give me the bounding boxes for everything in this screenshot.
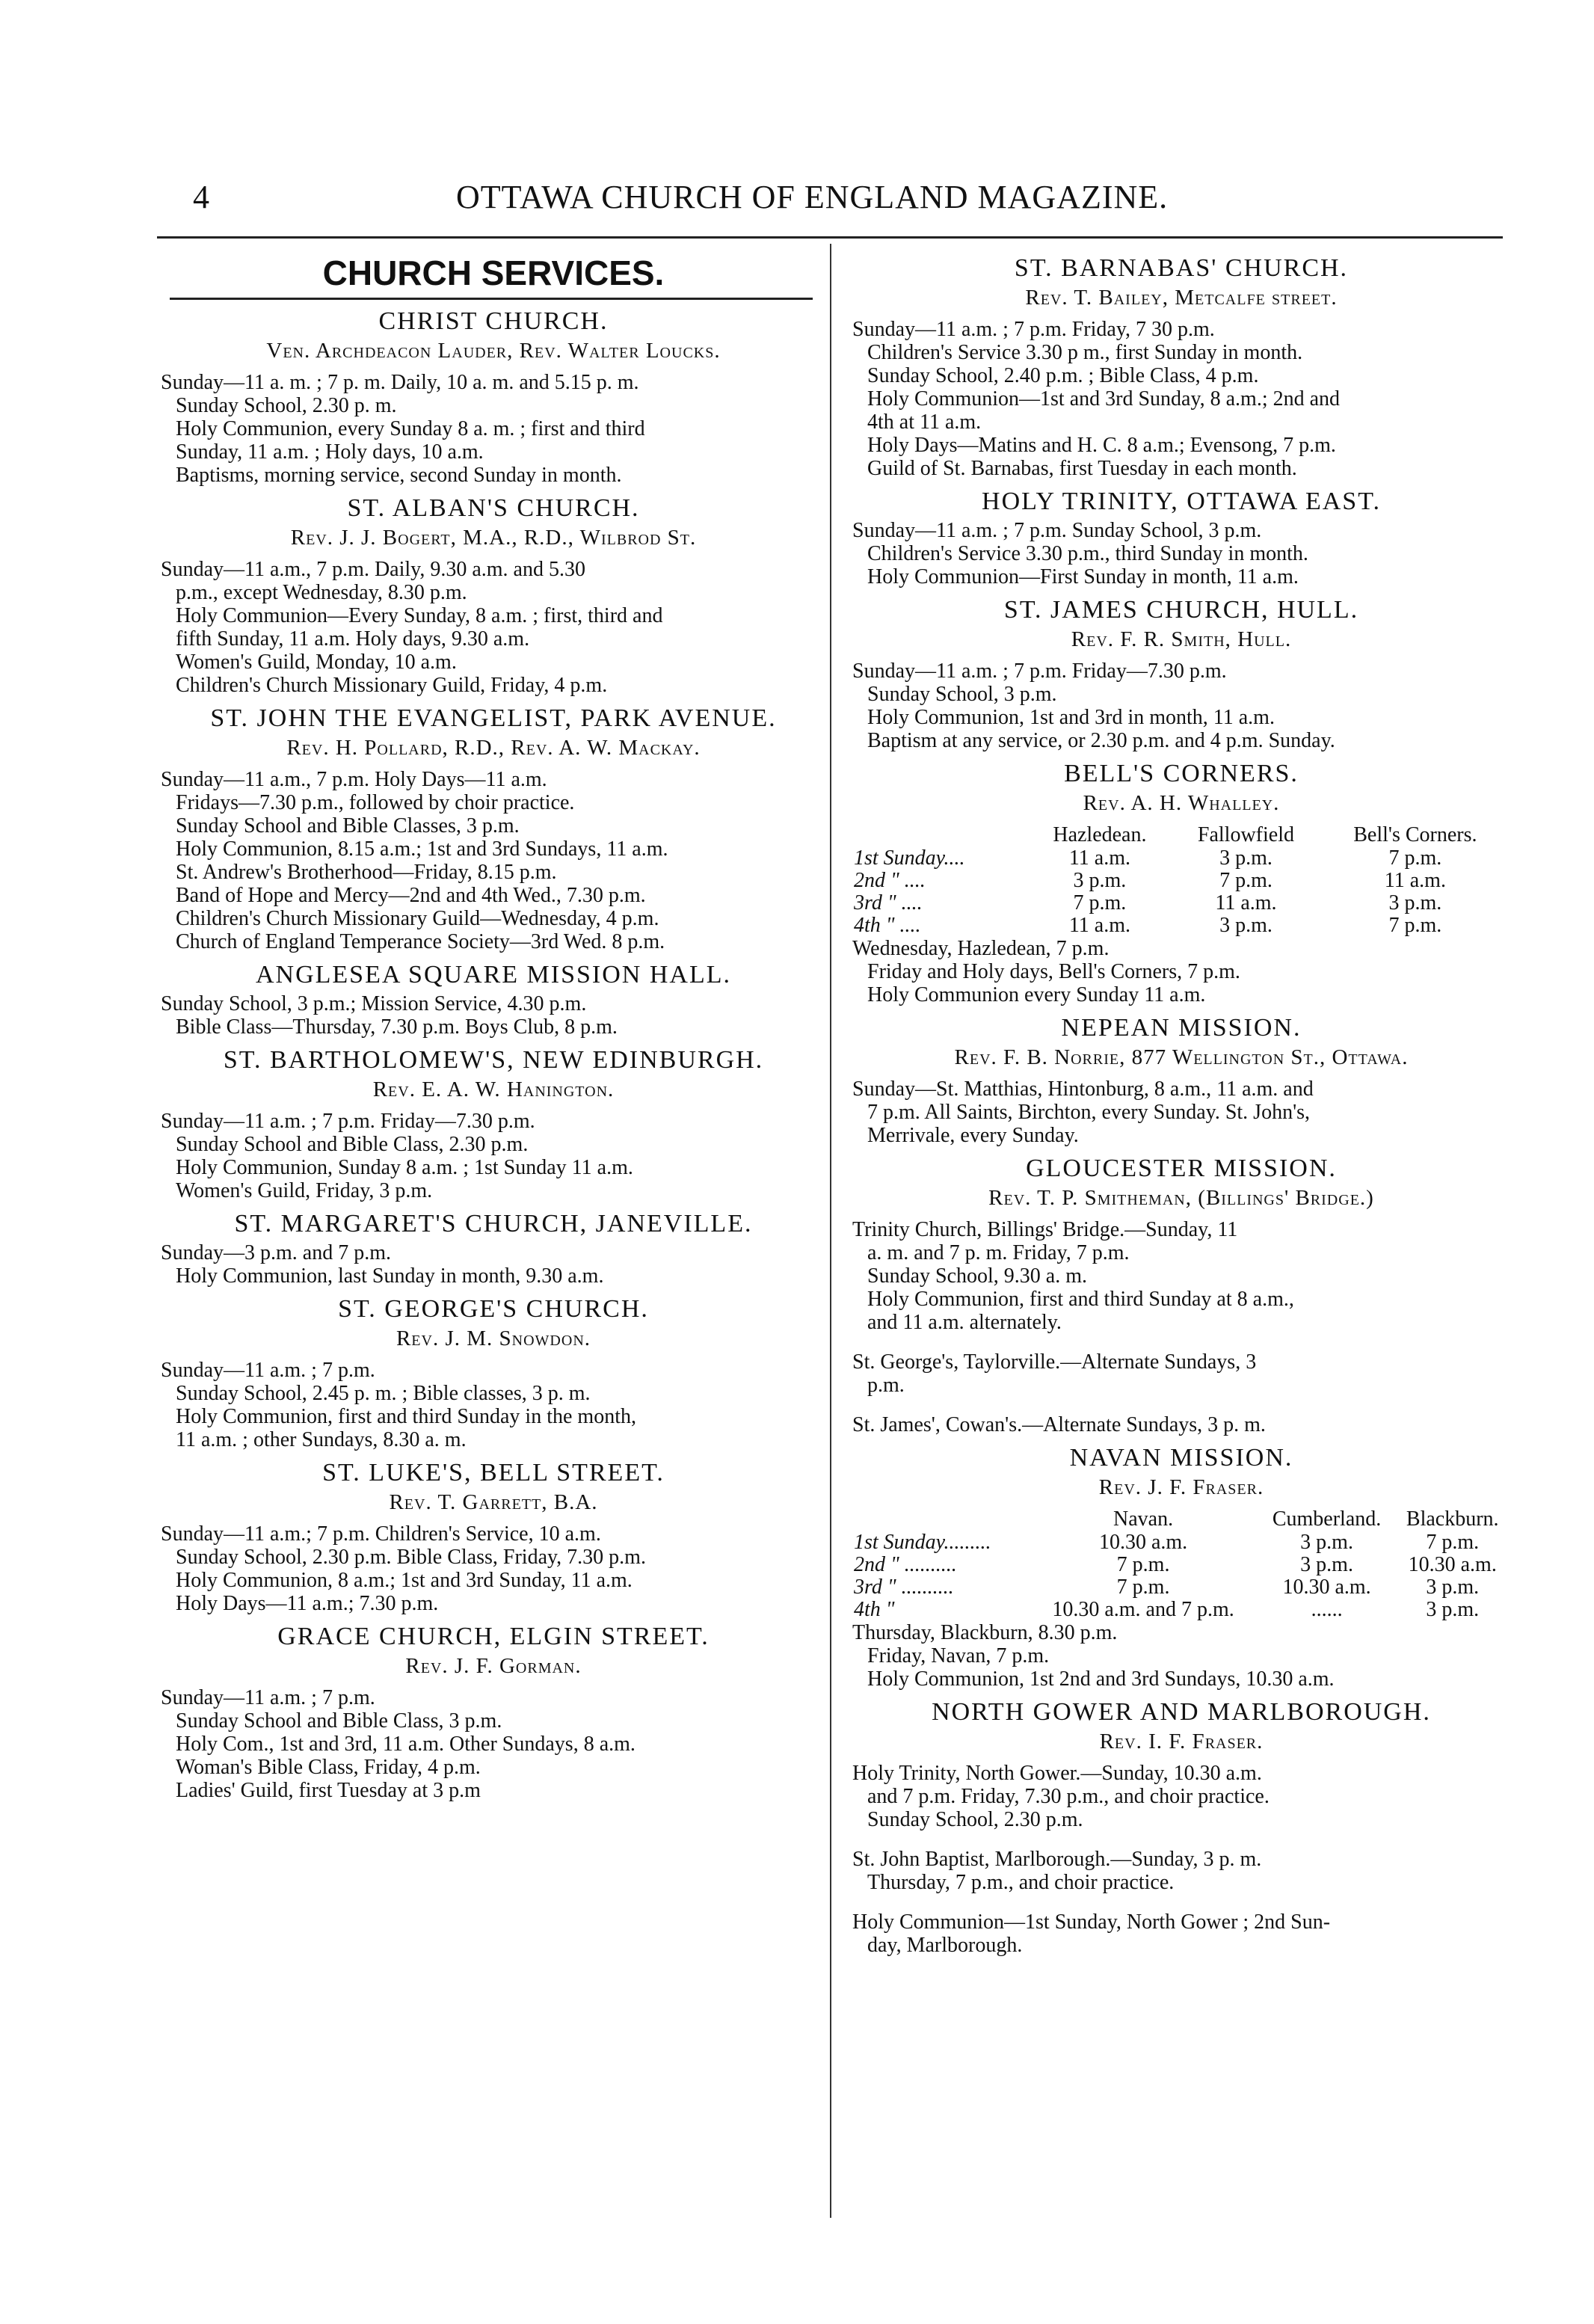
text-line: 7 p.m. All Saints, Birchton, every Sunday. St. John's, (867, 1101, 1311, 1124)
section-title: GRACE CHURCH, ELGIN STREET. (277, 1623, 710, 1650)
section-clergy: Rev. H. Pollard, R.D., Rev. A. W. Mackay. (286, 736, 701, 760)
text-line: Sunday School and Bible Class, 3 p.m. (176, 1709, 502, 1733)
table-cell: 3 p.m. (1073, 869, 1127, 892)
text-line: St. George's, Taylorville.—Alternate Sundays, 3 (852, 1350, 1257, 1374)
text-line: fifth Sunday, 11 a.m. Holy days, 9.30 a.m. (176, 627, 530, 651)
table-cell: 10.30 a.m. (1282, 1576, 1371, 1599)
table-cell: 3 p.m. (1219, 914, 1273, 937)
text-line: and 7 p.m. Friday, 7.30 p.m., and choir practice. (867, 1785, 1270, 1808)
table-cell: 7 p.m. (1116, 1553, 1170, 1576)
column-header: Hazledean. (1053, 823, 1147, 846)
section-title: NEPEAN MISSION. (1061, 1014, 1302, 1042)
table-cell: 4th " (854, 1598, 895, 1621)
table-row (852, 1576, 1510, 1599)
text-line: Sunday School, 3 p.m.; Mission Service, 4.30 p.m. (161, 992, 587, 1015)
section-lines (852, 1848, 1510, 1894)
text-line: Children's Church Missionary Guild—Wednesday, 4 p.m. (176, 907, 659, 930)
text-line: Sunday School, 2.30 p. m. (176, 394, 397, 417)
section-title: CHRIST CHURCH. (378, 307, 609, 335)
church-section (161, 1046, 826, 1202)
section-lines (852, 1762, 1510, 1831)
text-line: Holy Communion—Every Sunday, 8 a.m. ; first, third and (176, 604, 663, 627)
text-line: a. m. and 7 p. m. Friday, 7 p.m. (867, 1241, 1130, 1264)
table-row (852, 1599, 1510, 1621)
text-line: Baptism at any service, or 2.30 p.m. and 4 p.m. Sunday. (867, 729, 1335, 752)
magazine-title: OTTAWA CHURCH OF ENGLAND MAGAZINE. (456, 179, 1169, 215)
text-line: Band of Hope and Mercy—2nd and 4th Wed., 7.30 p.m. (176, 884, 646, 907)
section-lines (852, 1218, 1510, 1334)
text-line: Trinity Church, Billings' Bridge.—Sunday, 11 (852, 1218, 1238, 1241)
text-line: Holy Communion—1st and 3rd Sunday, 8 a.m.; 2nd and (867, 387, 1341, 411)
section-clergy: Rev. T. Garrett, B.A. (389, 1490, 598, 1514)
text-line: Guild of St. Barnabas, first Tuesday in each month. (867, 457, 1297, 480)
section-lines (161, 1241, 826, 1288)
column-header (852, 823, 1028, 847)
text-line: Holy Days—Matins and H. C. 8 a.m.; Evensong, 7 p.m. (867, 434, 1336, 457)
left-sections (161, 307, 826, 1802)
text-line: Holy Communion—1st Sunday, North Gower ; 2nd Sun- (852, 1910, 1331, 1934)
text-line: p.m., except Wednesday, 8.30 p.m. (176, 581, 467, 604)
table-row (852, 1531, 1510, 1554)
text-line: Sunday—11 a.m., 7 p.m. Holy Days—11 a.m. (161, 768, 547, 791)
section-title: ST. LUKE'S, BELL STREET. (322, 1459, 665, 1487)
text-line: Sunday School, 9.30 a. m. (867, 1264, 1087, 1288)
section-lines (161, 992, 826, 1039)
section-title: NAVAN MISSION. (1069, 1444, 1293, 1472)
text-line: and 11 a.m. alternately. (867, 1311, 1062, 1334)
table-cell: 7 p.m. (1388, 846, 1442, 870)
right-column (852, 247, 1510, 1957)
church-section (161, 1623, 826, 1802)
church-section (161, 1459, 826, 1615)
text-line: Holy Communion, 8 a.m.; 1st and 3rd Sunday, 11 a.m. (176, 1569, 633, 1592)
section-clergy: Rev. T. P. Smitheman, (Billings' Bridge.) (988, 1186, 1374, 1210)
text-line: Thursday, Blackburn, 8.30 p.m. (852, 1621, 1118, 1644)
table-cell: 11 a.m. (1384, 869, 1446, 892)
text-line: Sunday School, 2.45 p. m. ; Bible classes, 3 p. m. (176, 1382, 591, 1405)
table-cell: ...... (1311, 1598, 1343, 1621)
text-line: Sunday—11 a.m. ; 7 p.m. Sunday School, 3 p.m. (852, 519, 1262, 542)
text-line: Women's Guild, Monday, 10 a.m. (176, 651, 457, 674)
page-number: 4 (193, 179, 209, 215)
section-gloucester-mission (852, 1155, 1510, 1436)
text-line: Children's Service 3.30 p.m., third Sunday in month. (867, 542, 1308, 565)
column-divider (830, 244, 831, 2218)
left-column (161, 247, 826, 1802)
church-section (161, 961, 826, 1039)
section-lines (161, 1522, 826, 1615)
text-line: Sunday School, 2.30 p.m. (867, 1808, 1083, 1831)
section-title: ST. ALBAN'S CHURCH. (347, 494, 640, 522)
table-cell: 3 p.m. (1300, 1553, 1353, 1576)
section-notes (852, 1621, 1510, 1691)
section-nepean-mission (852, 1014, 1510, 1147)
table-cell: 10.30 a.m. (1098, 1531, 1188, 1554)
heading-rule (170, 298, 813, 300)
section-lines (161, 558, 826, 697)
text-line: Holy Communion, 1st 2nd and 3rd Sundays, 10.30 a.m. (867, 1667, 1335, 1691)
table-cell: 1st Sunday.... (854, 846, 965, 870)
column-header: Bell's Corners. (1353, 823, 1477, 846)
text-line: Children's Church Missionary Guild, Friday, 4 p.m. (176, 674, 608, 697)
section-title: ST. BARTHOLOMEW'S, NEW EDINBURGH. (223, 1046, 764, 1074)
church-section (161, 704, 826, 953)
section-clergy: Rev. J. F. Fraser. (1098, 1475, 1264, 1499)
table-cell: 7 p.m. (1388, 914, 1442, 937)
section-clergy: Rev. J. J. Bogert, M.A., R.D., Wilbrod St. (290, 526, 697, 550)
section-title: ST. BARNABAS' CHURCH. (1014, 254, 1349, 282)
section-bells-corners (852, 760, 1510, 1006)
table-cell: 3 p.m. (1388, 891, 1442, 914)
section-clergy: Ven. Archdeacon Lauder, Rev. Walter Loucks. (266, 339, 721, 363)
table-cell: 3 p.m. (1426, 1598, 1480, 1621)
table-cell: 3rd " .... (854, 891, 923, 914)
table-cell: 11 a.m. (1068, 846, 1130, 870)
header-rule (157, 236, 1503, 239)
section-title: ST. GEORGE'S CHURCH. (338, 1295, 649, 1323)
section-clergy: Rev. T. Bailey, Metcalfe street. (1025, 286, 1338, 310)
text-line: Sunday—11 a.m., 7 p.m. Daily, 9.30 a.m. and 5.30 (161, 558, 585, 581)
text-line: Ladies' Guild, first Tuesday at 3 p.m (176, 1779, 481, 1802)
section-clergy: Rev. E. A. W. Hanington. (372, 1078, 615, 1101)
text-line: St. John Baptist, Marlborough.—Sunday, 3 p. m. (852, 1848, 1262, 1871)
text-line: Church of England Temperance Society—3rd Wed. 8 p.m. (176, 930, 665, 953)
table-cell: 1st Sunday......... (854, 1531, 991, 1554)
section-lines (852, 519, 1510, 588)
text-line: Holy Communion, first and third Sunday in the month, (176, 1405, 636, 1428)
section-title: HOLY TRINITY, OTTAWA EAST. (982, 488, 1381, 515)
table-cell: 10.30 a.m. and 7 p.m. (1052, 1598, 1234, 1621)
text-line: Sunday School and Bible Class, 2.30 p.m. (176, 1133, 529, 1156)
column-header: Fallowfield (1197, 823, 1294, 846)
table-cell: 10.30 a.m. (1408, 1553, 1497, 1576)
section-clergy: Rev. I. F. Fraser. (1099, 1730, 1264, 1753)
text-line: Woman's Bible Class, Friday, 4 p.m. (176, 1756, 481, 1779)
table-cell: 7 p.m. (1116, 1576, 1170, 1599)
table-cell: 7 p.m. (1426, 1531, 1480, 1554)
section-title: ST. MARGARET'S CHURCH, JANEVILLE. (234, 1210, 753, 1238)
text-line: Bible Class—Thursday, 7.30 p.m. Boys Club, 8 p.m. (176, 1015, 618, 1039)
column-header: Blackburn. (1406, 1507, 1499, 1531)
section-lines (852, 660, 1510, 752)
section-lines (161, 1110, 826, 1202)
text-line: p.m. (867, 1374, 905, 1397)
section-st-barnabas (852, 254, 1510, 480)
text-line: Merrivale, every Sunday. (867, 1124, 1079, 1147)
section-lines (852, 1350, 1510, 1397)
text-line: Sunday School, 2.40 p.m. ; Bible Class, 4 p.m. (867, 364, 1259, 387)
section-lines (161, 1359, 826, 1451)
section-title: NORTH GOWER AND MARLBOROUGH. (932, 1698, 1431, 1726)
table-cell: 4th " .... (854, 914, 921, 937)
text-line: Holy Communion, first and third Sunday at 8 a.m., (867, 1288, 1294, 1311)
section-north-gower (852, 1698, 1510, 1957)
table-cell: 2nd " .......... (854, 1553, 957, 1576)
section-lines (161, 371, 826, 487)
text-line: Holy Communion, 8.15 a.m.; 1st and 3rd Sundays, 11 a.m. (176, 837, 668, 861)
church-section (161, 307, 826, 487)
section-title: ST. JAMES CHURCH, HULL. (1003, 596, 1359, 624)
text-line: Sunday, 11 a.m. ; Holy days, 10 a.m. (176, 440, 484, 464)
text-line: Holy Communion every Sunday 11 a.m. (867, 983, 1206, 1006)
text-line: Sunday School, 2.30 p.m. Bible Class, Friday, 7.30 p.m. (176, 1546, 646, 1569)
text-line: Sunday School and Bible Classes, 3 p.m. (176, 814, 520, 837)
text-line: Sunday—11 a.m.; 7 p.m. Children's Service, 10 a.m. (161, 1522, 601, 1546)
text-line: Fridays—7.30 p.m., followed by choir practice. (176, 791, 575, 814)
section-lines (852, 318, 1510, 480)
section-title: BELL'S CORNERS. (1064, 760, 1299, 787)
section-title: ANGLESEA SQUARE MISSION HALL. (255, 961, 732, 989)
table-cell: 11 a.m. (1068, 914, 1130, 937)
text-line: Thursday, 7 p.m., and choir practice. (867, 1871, 1175, 1894)
text-line: 4th at 11 a.m. (867, 411, 982, 434)
table-cell: 7 p.m. (1073, 891, 1127, 914)
text-line: Sunday—11 a. m. ; 7 p. m. Daily, 10 a. m. and 5.15 p. m. (161, 371, 639, 394)
section-title: GLOUCESTER MISSION. (1026, 1155, 1337, 1182)
table-cell: 3 p.m. (1219, 846, 1273, 870)
text-line: Holy Communion—First Sunday in month, 11 a.m. (867, 565, 1299, 588)
section-lines (161, 768, 826, 953)
section-clergy: Rev. J. M. Snowdon. (396, 1327, 591, 1350)
text-line: Friday, Navan, 7 p.m. (867, 1644, 1050, 1667)
text-line: Holy Com., 1st and 3rd, 11 a.m. Other Sundays, 8 a.m. (176, 1733, 636, 1756)
text-line: St. James', Cowan's.—Alternate Sundays, 3 p. m. (852, 1413, 1266, 1436)
text-line: Children's Service 3.30 p m., first Sunday in month. (867, 341, 1303, 364)
text-line: St. Andrew's Brotherhood—Friday, 8.15 p.m. (176, 861, 557, 884)
section-clergy: Rev. F. B. Norrie, 877 Wellington St., Ottawa. (954, 1045, 1409, 1069)
church-services-heading: CHURCH SERVICES. (322, 253, 665, 292)
table-cell: 2nd " .... (854, 869, 926, 892)
table-row (852, 870, 1510, 892)
text-line: Holy Communion, last Sunday in month, 9.30 a.m. (176, 1264, 604, 1288)
text-line: Sunday—11 a.m. ; 7 p.m. (161, 1359, 375, 1382)
text-line: Sunday—11 a.m. ; 7 p.m. Friday—7.30 p.m. (161, 1110, 535, 1133)
church-section (161, 1295, 826, 1451)
section-lines (852, 1910, 1510, 1957)
section-lines (161, 1686, 826, 1802)
text-line: Holy Communion, every Sunday 8 a. m. ; first and third (176, 417, 645, 440)
table-row (852, 914, 1510, 937)
section-notes (852, 937, 1510, 1006)
section-st-james-hull (852, 596, 1510, 752)
table-row (852, 1554, 1510, 1576)
text-line: Sunday—11 a.m. ; 7 p.m. (161, 1686, 375, 1709)
text-line: Wednesday, Hazledean, 7 p.m. (852, 937, 1110, 960)
section-clergy: Rev. F. R. Smith, Hull. (1071, 627, 1292, 651)
section-navan-mission (852, 1444, 1510, 1691)
text-line: Holy Trinity, North Gower.—Sunday, 10.30 a.m. (852, 1762, 1262, 1785)
column-header: Navan. (1113, 1507, 1174, 1531)
bells-corners-schedule-table (852, 823, 1510, 937)
text-line: Holy Communion, 1st and 3rd in month, 11 a.m. (867, 706, 1275, 729)
text-line: Friday and Holy days, Bell's Corners, 7 p.m. (867, 960, 1240, 983)
text-line: Holy Communion, Sunday 8 a.m. ; 1st Sunday 11 a.m. (176, 1156, 633, 1179)
text-line: day, Marlborough. (867, 1934, 1023, 1957)
table-row (852, 847, 1510, 870)
table-cell: 3 p.m. (1300, 1531, 1353, 1554)
table-cell: 3rd " .......... (854, 1576, 954, 1599)
section-title: ST. JOHN THE EVANGELIST, PARK AVENUE. (210, 704, 777, 732)
table-cell: 7 p.m. (1219, 869, 1273, 892)
church-section (161, 1210, 826, 1288)
section-clergy: Rev. J. F. Gorman. (405, 1654, 582, 1678)
text-line: Sunday—11 a.m. ; 7 p.m. Friday—7.30 p.m. (852, 660, 1227, 683)
table-cell: 3 p.m. (1426, 1576, 1480, 1599)
section-lines (852, 1078, 1510, 1147)
navan-schedule-table (852, 1507, 1510, 1621)
section-lines (852, 1413, 1510, 1436)
text-line: Sunday—3 p.m. and 7 p.m. (161, 1241, 391, 1264)
text-line: Holy Days—11 a.m.; 7.30 p.m. (176, 1592, 439, 1615)
text-line: Sunday—11 a.m. ; 7 p.m. Friday, 7 30 p.m. (852, 318, 1215, 341)
church-section (161, 494, 826, 697)
table-cell: 11 a.m. (1215, 891, 1277, 914)
text-line: 11 a.m. ; other Sundays, 8.30 a. m. (176, 1428, 467, 1451)
text-line: Women's Guild, Friday, 3 p.m. (176, 1179, 433, 1202)
section-clergy: Rev. A. H. Whalley. (1083, 791, 1280, 815)
column-header: Cumberland. (1272, 1507, 1382, 1531)
text-line: Sunday School, 3 p.m. (867, 683, 1057, 706)
table-row (852, 892, 1510, 914)
section-holy-trinity (852, 488, 1510, 588)
text-line: Baptisms, morning service, second Sunday in month. (176, 464, 622, 487)
column-header (852, 1507, 1027, 1531)
text-line: Sunday—St. Matthias, Hintonburg, 8 a.m., 11 a.m. and (852, 1078, 1314, 1101)
